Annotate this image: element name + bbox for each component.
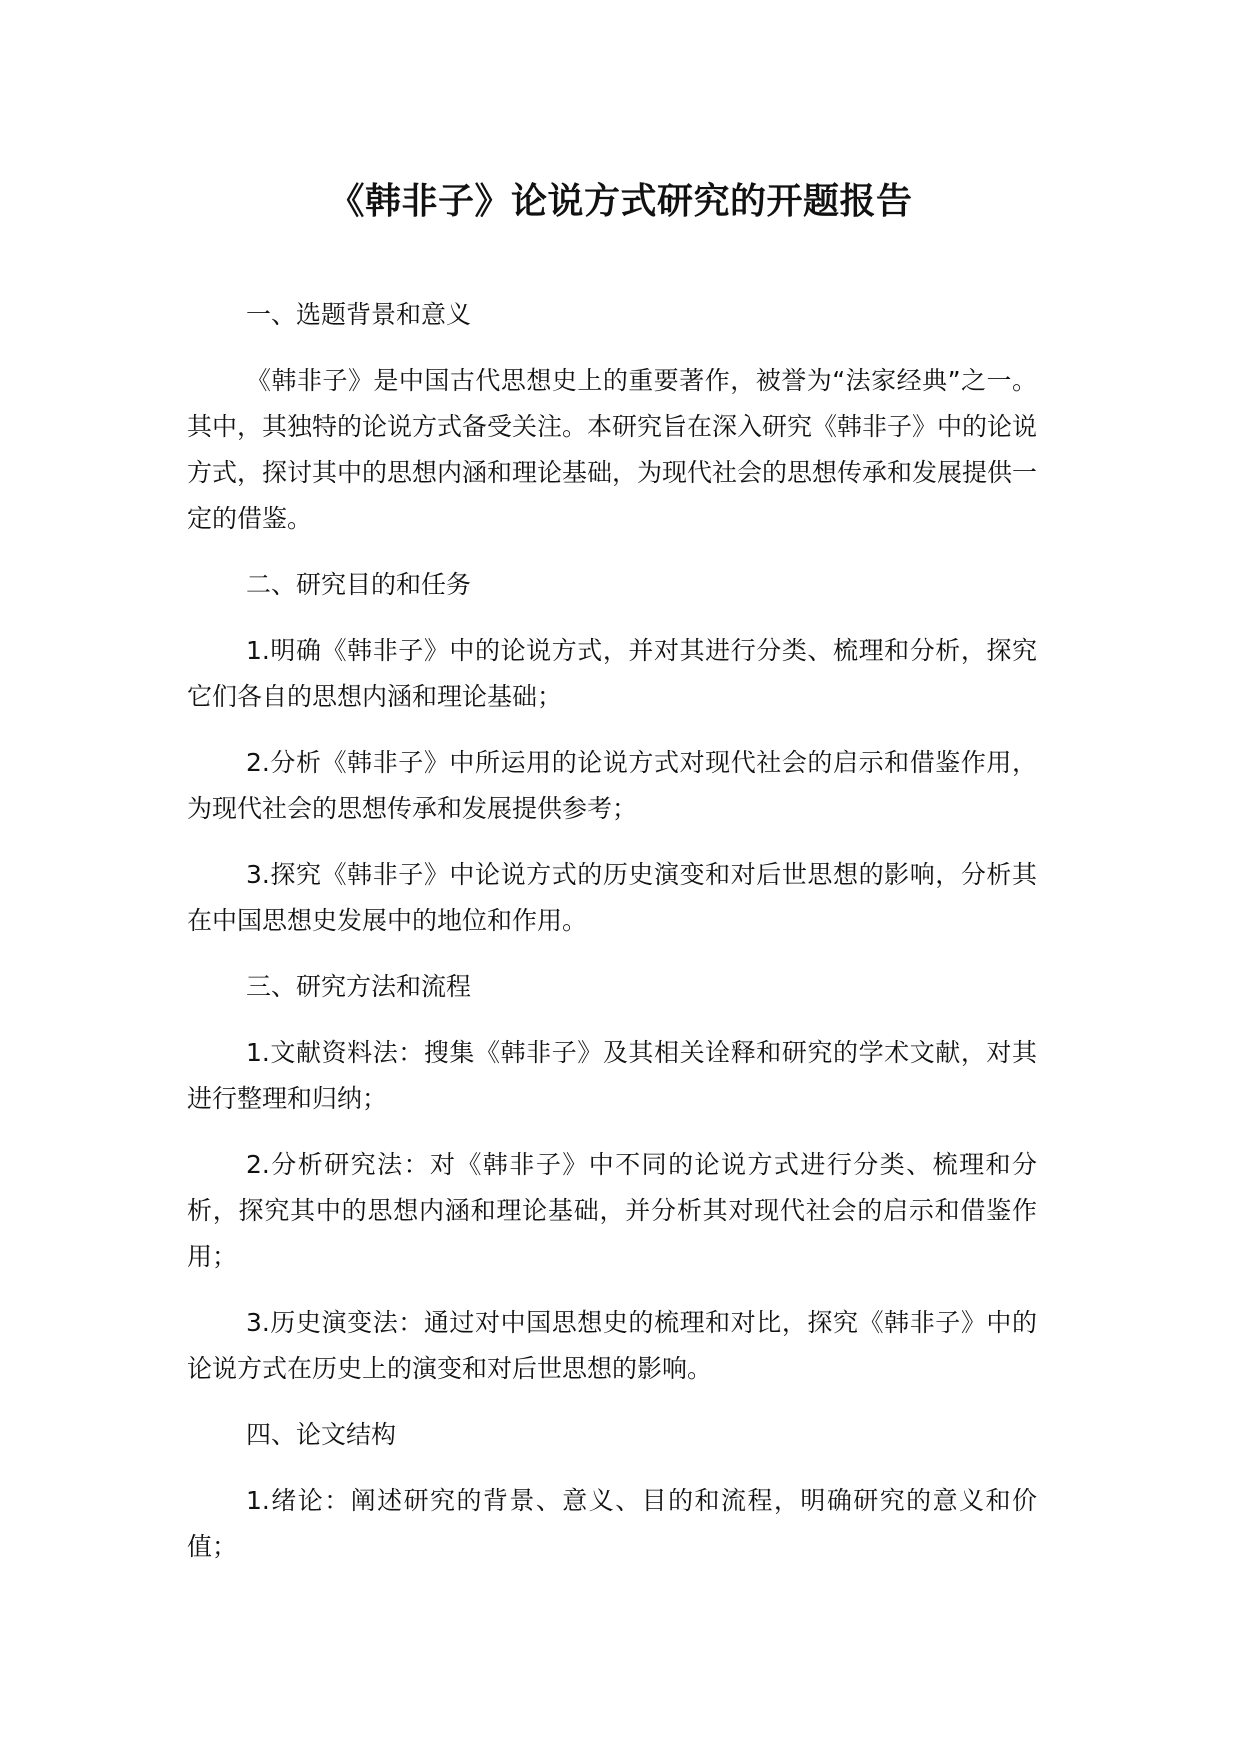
paragraph-structure-1: 1.绪论：阐述研究的背景、意义、目的和流程，明确研究的意义和价值； — [187, 1486, 1037, 1561]
section-heading-objectives: 二、研究目的和任务 — [246, 570, 472, 599]
section-heading-methods: 三、研究方法和流程 — [246, 972, 472, 1001]
paragraph-objective-2: 2.分析《韩非子》中所运用的论说方式对现代社会的启示和借鉴作用，为现代社会的思想传承和发展提供参考； — [187, 748, 1037, 823]
document-body — [187, 292, 1037, 1590]
paragraph-objective-1: 1.明确《韩非子》中的论说方式，并对其进行分类、梳理和分析，探究它们各自的思想内涵和理论基础； — [187, 636, 1037, 711]
section-heading-structure: 四、论文结构 — [246, 1420, 397, 1449]
paragraph-method-1: 1.文献资料法：搜集《韩非子》及其相关诠释和研究的学术文献，对其进行整理和归纳； — [187, 1038, 1037, 1113]
paragraph-background: 《韩非子》是中国古代思想史上的重要著作，被誉为“法家经典”之一。其中，其独特的论说方式备受关注。本研究旨在深入研究《韩非子》中的论说方式，探讨其中的思想内涵和理论基础，为现代社会的思想传承和发展提供一定的借鉴。 — [187, 366, 1038, 533]
paragraph-method-3: 3.历史演变法：通过对中国思想史的梳理和对比，探究《韩非子》中的论说方式在历史上的演变和对后世思想的影响。 — [187, 1308, 1037, 1383]
paragraph-method-2: 2.分析研究法：对《韩非子》中不同的论说方式进行分类、梳理和分析，探究其中的思想内涵和理论基础，并分析其对现代社会的启示和借鉴作用； — [187, 1150, 1037, 1271]
section-heading-background: 一、选题背景和意义 — [246, 300, 472, 329]
document-title: 《韩非子》论说方式研究的开题报告 — [328, 181, 913, 222]
paragraph-objective-3: 3.探究《韩非子》中论说方式的历史演变和对后世思想的影响，分析其在中国思想史发展中的地位和作用。 — [187, 860, 1037, 935]
